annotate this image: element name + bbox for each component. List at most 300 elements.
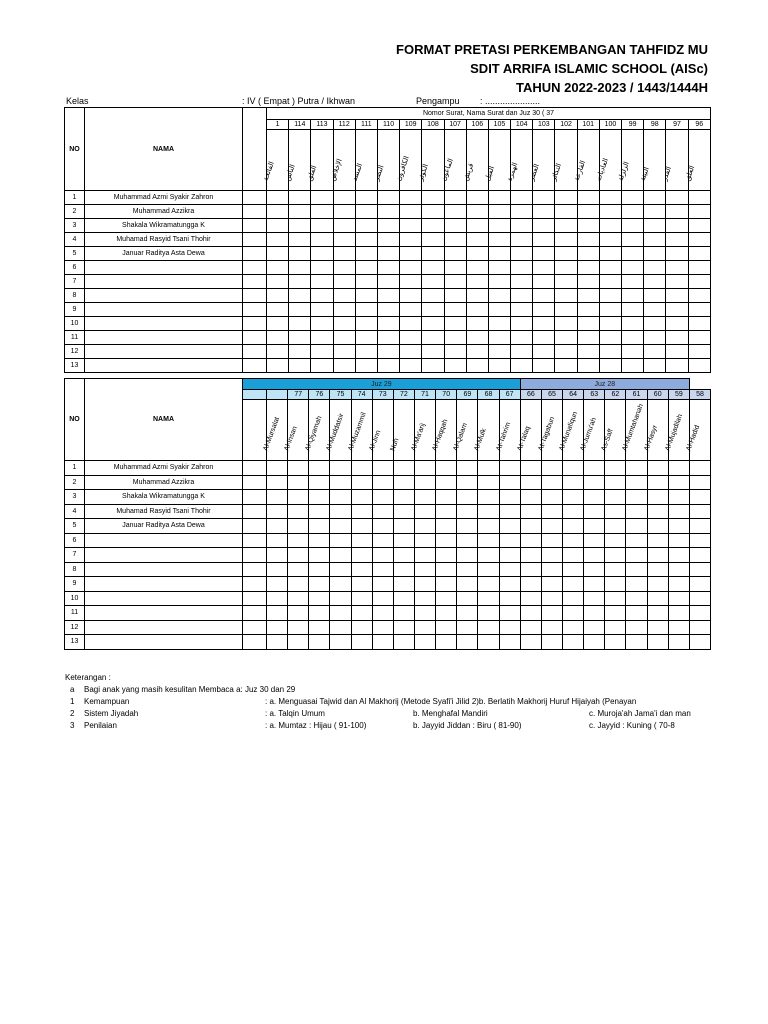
- student-row: [65, 247, 711, 261]
- surah-name: Al-Haqqah: [431, 418, 450, 452]
- surah-number: 74: [351, 390, 372, 400]
- score-cell: [436, 548, 457, 563]
- score-cell: [541, 606, 562, 621]
- score-cell: [393, 620, 414, 635]
- name-header: NAMA: [85, 379, 243, 461]
- score-cell: [311, 303, 333, 317]
- score-cell: [333, 359, 355, 373]
- score-cell: [436, 461, 457, 476]
- score-cell: [311, 331, 333, 345]
- surah-name: Nuh: [389, 437, 401, 452]
- score-cell: [488, 331, 510, 345]
- score-cell: [689, 591, 710, 606]
- score-cell: [688, 191, 710, 205]
- student-row: [65, 345, 711, 359]
- surah-name-cell: [661, 130, 688, 191]
- student-no: 4: [65, 233, 85, 247]
- score-cell: [267, 303, 289, 317]
- score-cell: [668, 635, 689, 650]
- student-no: 8: [65, 289, 85, 303]
- score-cell: [563, 548, 584, 563]
- score-cell: [533, 331, 555, 345]
- score-cell: [488, 275, 510, 289]
- score-cell: [511, 345, 533, 359]
- score-cell: [555, 261, 577, 275]
- score-cell: [499, 504, 520, 519]
- student-name: [85, 359, 243, 373]
- score-cell: [414, 461, 435, 476]
- score-cell: [584, 577, 605, 592]
- score-cell: [584, 591, 605, 606]
- score-cell: [689, 475, 710, 490]
- spacer-cell: [243, 359, 267, 373]
- score-cell: [599, 289, 621, 303]
- surah-name-cell: [417, 130, 444, 191]
- no-header: NO: [65, 108, 85, 191]
- score-cell: [393, 577, 414, 592]
- score-cell: [644, 359, 666, 373]
- score-cell: [444, 289, 466, 303]
- score-cell: [478, 562, 499, 577]
- score-cell: [584, 490, 605, 505]
- score-cell: [372, 533, 393, 548]
- surah-name-cell: [368, 400, 393, 461]
- score-cell: [666, 261, 688, 275]
- surah-number: 72: [393, 390, 414, 400]
- surah-name-cell: [617, 130, 644, 191]
- score-cell: [333, 247, 355, 261]
- score-cell: [478, 606, 499, 621]
- score-cell: [422, 219, 444, 233]
- score-cell: [511, 331, 533, 345]
- student-name: Muhamad Rasyid Tsani Thohir: [85, 504, 243, 519]
- score-cell: [626, 461, 647, 476]
- score-cell: [647, 562, 668, 577]
- score-cell: [577, 331, 599, 345]
- score-cell: [444, 205, 466, 219]
- document-title: FORMAT PRETASI PERKEMBANGAN TAHFIDZ MU: [396, 42, 708, 57]
- student-row: [65, 205, 711, 219]
- score-cell: [668, 606, 689, 621]
- score-cell: [422, 345, 444, 359]
- student-row: [65, 577, 711, 592]
- student-name: [85, 303, 243, 317]
- student-no: 11: [65, 606, 85, 621]
- score-cell: [422, 303, 444, 317]
- student-name: [85, 289, 243, 303]
- spacer-cell: [243, 303, 267, 317]
- surah-name-cell: [262, 400, 288, 461]
- surah-name: Al-Qalam: [452, 422, 470, 452]
- score-cell: [400, 275, 422, 289]
- score-cell: [377, 317, 399, 331]
- note-a-key: a: [70, 685, 75, 694]
- score-cell: [499, 519, 520, 534]
- score-cell: [488, 205, 510, 219]
- score-cell: [377, 331, 399, 345]
- score-cell: [466, 233, 488, 247]
- score-cell: [626, 562, 647, 577]
- surah-number: 70: [436, 390, 457, 400]
- score-cell: [666, 233, 688, 247]
- surah-name: قريش: [462, 162, 475, 182]
- score-cell: [478, 577, 499, 592]
- score-cell: [478, 533, 499, 548]
- academic-year: TAHUN 2022-2023 / 1443/1444H: [516, 80, 708, 95]
- score-cell: [622, 205, 644, 219]
- score-cell: [511, 261, 533, 275]
- surah-name: Al-Qiyamah: [304, 415, 324, 452]
- score-cell: [288, 635, 309, 650]
- score-cell: [541, 490, 562, 505]
- surah-name-cell: [573, 130, 599, 191]
- score-cell: [466, 317, 488, 331]
- score-cell: [626, 591, 647, 606]
- score-cell: [644, 275, 666, 289]
- score-cell: [457, 461, 478, 476]
- student-row: [65, 504, 711, 519]
- score-cell: [626, 504, 647, 519]
- student-row: [65, 275, 711, 289]
- score-cell: [644, 233, 666, 247]
- score-cell: [351, 620, 372, 635]
- notes-heading: Keterangan :: [65, 673, 111, 682]
- student-name: Muhammad Azmi Syakir Zahron: [85, 461, 243, 476]
- score-cell: [533, 219, 555, 233]
- score-cell: [488, 303, 510, 317]
- score-cell: [330, 475, 351, 490]
- score-cell: [520, 475, 541, 490]
- score-cell: [555, 233, 577, 247]
- student-no: 12: [65, 345, 85, 359]
- score-cell: [457, 504, 478, 519]
- score-cell: [267, 247, 289, 261]
- surah-number: 77: [288, 390, 309, 400]
- student-name: Muhammad Azzikra: [85, 475, 243, 490]
- score-cell: [289, 345, 311, 359]
- score-cell: [666, 317, 688, 331]
- score-cell: [577, 233, 599, 247]
- score-cell: [689, 620, 710, 635]
- score-cell: [436, 606, 457, 621]
- score-cell: [309, 635, 330, 650]
- score-cell: [520, 635, 541, 650]
- score-cell: [309, 577, 330, 592]
- score-cell: [626, 635, 647, 650]
- score-cell: [668, 533, 689, 548]
- score-cell: [400, 247, 422, 261]
- score-cell: [605, 562, 626, 577]
- score-cell: [622, 317, 644, 331]
- score-cell: [584, 548, 605, 563]
- student-name: [85, 261, 243, 275]
- score-cell: [466, 345, 488, 359]
- surah-name: Al-Mulk: [473, 427, 489, 452]
- student-name: [85, 606, 243, 621]
- score-cell: [400, 289, 422, 303]
- surah-name-cell: [595, 130, 621, 191]
- surah-name: القارعة: [573, 159, 587, 182]
- surah-name-cell: [484, 130, 510, 191]
- score-cell: [267, 635, 288, 650]
- student-row: [65, 606, 711, 621]
- score-cell: [288, 591, 309, 606]
- score-cell: [267, 606, 288, 621]
- score-cell: [688, 289, 710, 303]
- score-cell: [444, 345, 466, 359]
- surah-name-cell: [579, 400, 605, 461]
- score-cell: [288, 620, 309, 635]
- score-cell: [333, 233, 355, 247]
- score-cell: [563, 461, 584, 476]
- score-cell: [647, 533, 668, 548]
- score-cell: [351, 577, 372, 592]
- spacer-cell: [243, 504, 267, 519]
- student-no: 6: [65, 261, 85, 275]
- score-cell: [377, 289, 399, 303]
- spacer-cell: [243, 233, 267, 247]
- surah-number: 108: [422, 120, 444, 130]
- score-cell: [444, 317, 466, 331]
- score-cell: [584, 475, 605, 490]
- score-cell: [520, 533, 541, 548]
- score-cell: [311, 247, 333, 261]
- spacer-cell: [243, 533, 267, 548]
- score-cell: [577, 289, 599, 303]
- student-row: [65, 331, 711, 345]
- score-cell: [289, 191, 311, 205]
- kelas-label: Kelas: [66, 96, 89, 106]
- score-cell: [393, 562, 414, 577]
- score-cell: [577, 345, 599, 359]
- score-cell: [414, 635, 435, 650]
- score-cell: [499, 461, 520, 476]
- surah-name-cell: [639, 130, 666, 191]
- score-cell: [541, 591, 562, 606]
- score-cell: [599, 317, 621, 331]
- score-cell: [689, 533, 710, 548]
- surah-number: 73: [372, 390, 393, 400]
- score-cell: [377, 303, 399, 317]
- score-cell: [267, 577, 288, 592]
- note-3-c: c. Jayyid : Kuning ( 70-8: [589, 721, 675, 730]
- spacer-cell: [243, 275, 267, 289]
- score-cell: [436, 519, 457, 534]
- student-name: Shakala Wikramatungga K: [85, 219, 243, 233]
- surah-name: الناس: [284, 163, 297, 182]
- score-cell: [511, 233, 533, 247]
- surah-name: Al-Mursalat: [262, 416, 282, 452]
- score-cell: [644, 303, 666, 317]
- score-cell: [436, 533, 457, 548]
- score-cell: [689, 606, 710, 621]
- score-cell: [520, 620, 541, 635]
- score-cell: [647, 504, 668, 519]
- score-cell: [520, 591, 541, 606]
- score-cell: [309, 620, 330, 635]
- score-cell: [288, 562, 309, 577]
- score-cell: [351, 635, 372, 650]
- surah-number: 69: [457, 390, 478, 400]
- score-cell: [499, 620, 520, 635]
- score-cell: [330, 519, 351, 534]
- student-row: [65, 548, 711, 563]
- score-cell: [533, 345, 555, 359]
- score-cell: [372, 475, 393, 490]
- score-cell: [605, 490, 626, 505]
- score-cell: [414, 577, 435, 592]
- score-cell: [372, 490, 393, 505]
- student-no: 5: [65, 247, 85, 261]
- surah-number: 66: [520, 390, 541, 400]
- score-cell: [626, 577, 647, 592]
- spacer-cell: [243, 562, 267, 577]
- score-cell: [488, 219, 510, 233]
- score-cell: [436, 591, 457, 606]
- score-cell: [533, 191, 555, 205]
- surah-number: 105: [488, 120, 510, 130]
- score-cell: [333, 317, 355, 331]
- student-name: [85, 548, 243, 563]
- score-cell: [414, 562, 435, 577]
- score-cell: [666, 331, 688, 345]
- score-cell: [533, 233, 555, 247]
- surah-name-cell: [431, 400, 457, 461]
- score-cell: [689, 562, 710, 577]
- score-cell: [351, 591, 372, 606]
- score-cell: [393, 504, 414, 519]
- score-cell: [288, 461, 309, 476]
- score-cell: [622, 261, 644, 275]
- student-name: Shakala Wikramatungga K: [85, 490, 243, 505]
- score-cell: [563, 475, 584, 490]
- score-cell: [605, 577, 626, 592]
- surah-name-cell: [304, 400, 330, 461]
- score-cell: [689, 548, 710, 563]
- score-cell: [520, 606, 541, 621]
- score-cell: [393, 635, 414, 650]
- spacer-cell: [243, 635, 267, 650]
- surah-number: 65: [541, 390, 562, 400]
- score-cell: [436, 562, 457, 577]
- score-cell: [622, 331, 644, 345]
- score-cell: [688, 345, 710, 359]
- score-cell: [647, 475, 668, 490]
- surah-number: 98: [644, 120, 666, 130]
- score-cell: [689, 519, 710, 534]
- score-cell: [393, 461, 414, 476]
- score-cell: [333, 331, 355, 345]
- score-cell: [668, 519, 689, 534]
- score-cell: [466, 247, 488, 261]
- score-cell: [309, 591, 330, 606]
- score-cell: [400, 205, 422, 219]
- student-no: 13: [65, 635, 85, 650]
- score-cell: [584, 562, 605, 577]
- student-name: [85, 562, 243, 577]
- surah-name: البينة: [639, 166, 652, 182]
- score-cell: [355, 289, 377, 303]
- score-cell: [267, 548, 288, 563]
- score-cell: [541, 620, 562, 635]
- score-cell: [499, 577, 520, 592]
- score-cell: [644, 191, 666, 205]
- score-cell: [436, 504, 457, 519]
- score-cell: [422, 261, 444, 275]
- score-cell: [414, 490, 435, 505]
- score-cell: [414, 519, 435, 534]
- surah-number: 61: [626, 390, 647, 400]
- score-cell: [288, 548, 309, 563]
- surah-name: At-Talaq: [516, 425, 532, 452]
- score-cell: [330, 562, 351, 577]
- score-cell: [333, 345, 355, 359]
- surah-number: 102: [555, 120, 577, 130]
- score-cell: [289, 205, 311, 219]
- score-cell: [267, 331, 289, 345]
- score-cell: [355, 233, 377, 247]
- surah-name-cell: [558, 400, 584, 461]
- score-cell: [666, 247, 688, 261]
- score-cell: [541, 519, 562, 534]
- score-cell: [563, 519, 584, 534]
- score-cell: [599, 233, 621, 247]
- score-cell: [533, 303, 555, 317]
- score-cell: [444, 247, 466, 261]
- surah-name-cell: [516, 400, 541, 461]
- score-cell: [400, 331, 422, 345]
- score-cell: [555, 275, 577, 289]
- score-cell: [400, 303, 422, 317]
- score-cell: [647, 591, 668, 606]
- score-cell: [393, 591, 414, 606]
- score-cell: [541, 577, 562, 592]
- surah-number: 67: [499, 390, 520, 400]
- surah-number: 101: [577, 120, 599, 130]
- score-cell: [333, 261, 355, 275]
- score-cell: [393, 606, 414, 621]
- score-cell: [355, 317, 377, 331]
- score-cell: [267, 345, 289, 359]
- spacer-cell: [243, 191, 267, 205]
- surah-name: القدر: [661, 165, 674, 182]
- student-row: [65, 359, 711, 373]
- surah-name-cell: [621, 400, 647, 461]
- surah-name-cell: [528, 130, 555, 191]
- surah-name: التكاثر: [550, 162, 564, 182]
- score-cell: [457, 562, 478, 577]
- student-name: [85, 331, 243, 345]
- name-header: NAMA: [85, 108, 243, 191]
- score-cell: [466, 205, 488, 219]
- score-cell: [577, 275, 599, 289]
- surah-number: 110: [377, 120, 399, 130]
- score-cell: [577, 205, 599, 219]
- surah-name: الفلق: [306, 164, 319, 182]
- score-cell: [414, 606, 435, 621]
- score-cell: [478, 635, 499, 650]
- student-name: [85, 635, 243, 650]
- score-cell: [563, 620, 584, 635]
- juz29-header: Juz 29: [243, 379, 521, 390]
- score-cell: [311, 261, 333, 275]
- score-cell: [330, 591, 351, 606]
- student-row: [65, 461, 711, 476]
- score-cell: [541, 475, 562, 490]
- score-cell: [289, 233, 311, 247]
- score-cell: [499, 591, 520, 606]
- student-no: 1: [65, 461, 85, 476]
